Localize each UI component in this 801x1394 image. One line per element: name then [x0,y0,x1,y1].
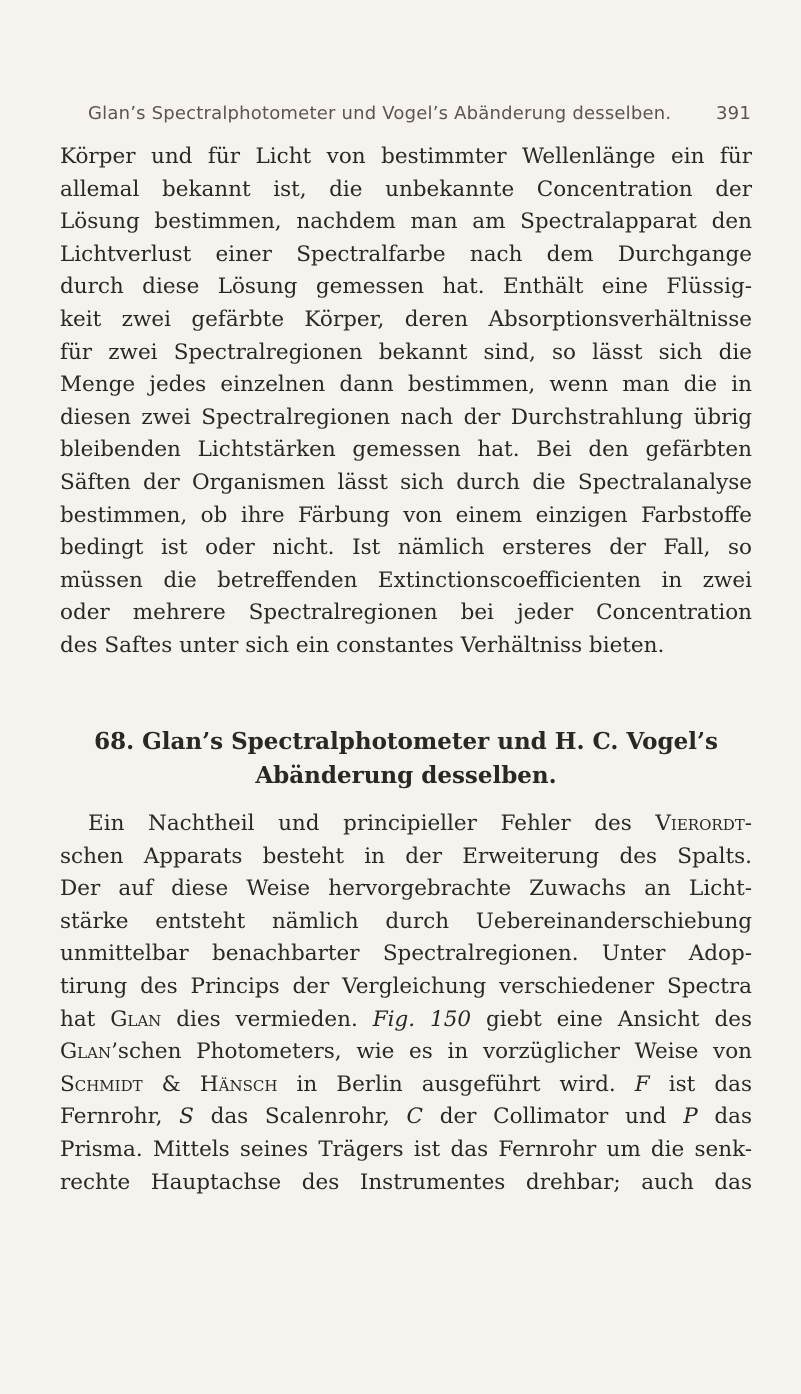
text-line: diesen zwei Spectralregionen nach der Durchstrahlung übrig [60,404,752,430]
author-name: Glan [110,1006,162,1032]
text-line: keit zwei gefärbte Körper, deren Absorptionsverhältnisse [60,306,752,332]
text-line: stärke entsteht nämlich durch Uebereinanderschiebung [60,908,752,934]
section-heading-line: Abänderung desselben. [255,762,557,789]
text-line: unmittelbar benachbarter Spectralregionen. Unter Adop- [60,941,752,967]
symbol: P [683,1104,698,1130]
text-line: Schmidt & Hänsch in Berlin ausgeführt wird. F ist das [60,1071,752,1097]
text-line: Säften der Organismen lässt sich durch die Spectralanalyse [60,469,752,495]
text-line: für zwei Spectralregionen bekannt sind, so lässt sich die [60,339,752,365]
text-line: Lösung bestimmen, nachdem man am Spectralapparat den [60,209,752,235]
text-line: Lichtverlust einer Spectralfarbe nach dem Durchgange [60,241,752,267]
page-number: 391 [716,103,751,124]
text-line: bleibenden Lichtstärken gemessen hat. Bei den gefärbten [60,437,752,463]
symbol: F [634,1071,650,1097]
text-line: Menge jedes einzelnen dann bestimmen, wenn man die in [60,372,752,398]
text-line: hat Glan dies vermieden. Fig. 150 giebt eine Ansicht des [60,1006,753,1032]
text-line: Der auf diese Weise hervorgebrachte Zuwachs an Licht- [60,876,752,902]
text-line: tirung des Princips der Vergleichung verschiedener Spectra [60,973,752,999]
section-paragraph [60,808,752,1199]
section-heading-line: 68. Glan’s Spectralphotometer und H. C. Vogel’s [94,728,718,755]
text-line: Prisma. Mittels seines Trägers ist das Fernrohr um die senk- [60,1136,752,1162]
text-line: müssen die betreffenden Extinctionscoefficienten in zwei [60,567,752,593]
text-line: Fernrohr, S das Scalenrohr, C der Collimator und P das [60,1104,752,1130]
text-line: Glan’schen Photometers, wie es in vorzüglicher Weise von [60,1039,752,1065]
text-line: durch diese Lösung gemessen hat. Enthält eine Flüssig- [60,274,752,300]
author-name: Hänsch [199,1071,278,1097]
text-line: des Saftes unter sich ein constantes Verhältniss bieten. [60,632,665,658]
author-name: Vierordt- [655,811,752,836]
author-name: Glan [60,1039,112,1065]
text-line: Körper und für Licht von bestimmter Wellenlänge ein für [60,144,752,169]
paragraph-continued [60,141,752,663]
symbol: S [179,1104,194,1130]
text-line: rechte Hauptachse des Instrumentes drehbar; auch das [60,1169,752,1195]
running-title: Glan’s Spectralphotometer und Vogel’s Abänderung desselben. [88,103,672,124]
figure-reference: Fig. 150 [372,1006,472,1032]
text-line: bestimmen, ob ihre Färbung von einem einzigen Farbstoffe [60,502,752,528]
running-header [88,103,751,124]
author-name: Schmidt [60,1071,143,1097]
symbol: C [406,1104,423,1130]
text-line: schen Apparats besteht in der Erweiterung des Spalts. [60,843,752,869]
text-line: Ein Nachtheil und principieller Fehler des Vierordt- [88,811,752,836]
text-line: allemal bekannt ist, die unbekannte Concentration der [60,176,752,202]
section-heading [60,725,752,793]
text-line: bedingt ist oder nicht. Ist nämlich ersteres der Fall, so [60,535,752,561]
text-line: oder mehrere Spectralregionen bei jeder Concentration [60,600,752,626]
